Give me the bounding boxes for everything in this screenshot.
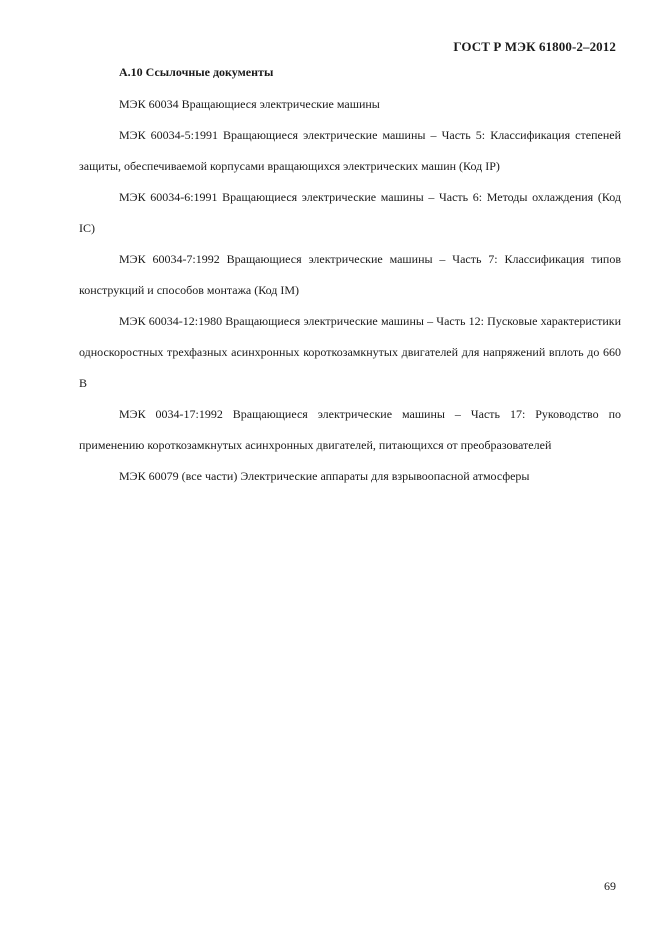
page-content <box>79 60 621 492</box>
reference-item: МЭК 0034-17:1992 Вращающиеся электрические машины – Часть 17: Руководство по применению короткозамкнутых асинхронных двигателей, питающихся от преобразователей <box>79 407 621 452</box>
reference-item: МЭК 60034-12:1980 Вращающиеся электрические машины – Часть 12: Пусковые характеристики односкоростных трехфазных асинхронных короткозамкнутых двигателей для напряжений вплоть до 660 В <box>79 314 621 390</box>
reference-item: МЭК 60034 Вращающиеся электрические машины <box>119 97 380 111</box>
section-title: А.10 Ссылочные документы <box>119 65 274 79</box>
reference-list <box>79 89 621 492</box>
reference-item: МЭК 60034-7:1992 Вращающиеся электрические машины – Часть 7: Классификация типов конструкций и способов монтажа (Код IM) <box>79 252 621 297</box>
reference-item: МЭК 60034-5:1991 Вращающиеся электрические машины – Часть 5: Классификация степеней защиты, обеспечиваемой корпусами вращающихся электрических машин (Код IP) <box>79 128 621 173</box>
reference-item: МЭК 60034-6:1991 Вращающиеся электрические машины – Часть 6: Методы охлаждения (Код IC) <box>79 190 621 235</box>
page-number: 69 <box>604 879 616 893</box>
reference-item: МЭК 60079 (все части) Электрические аппараты для взрывоопасной атмосферы <box>119 469 530 483</box>
standard-code-header: ГОСТ Р МЭК 61800-2–2012 <box>453 39 616 54</box>
